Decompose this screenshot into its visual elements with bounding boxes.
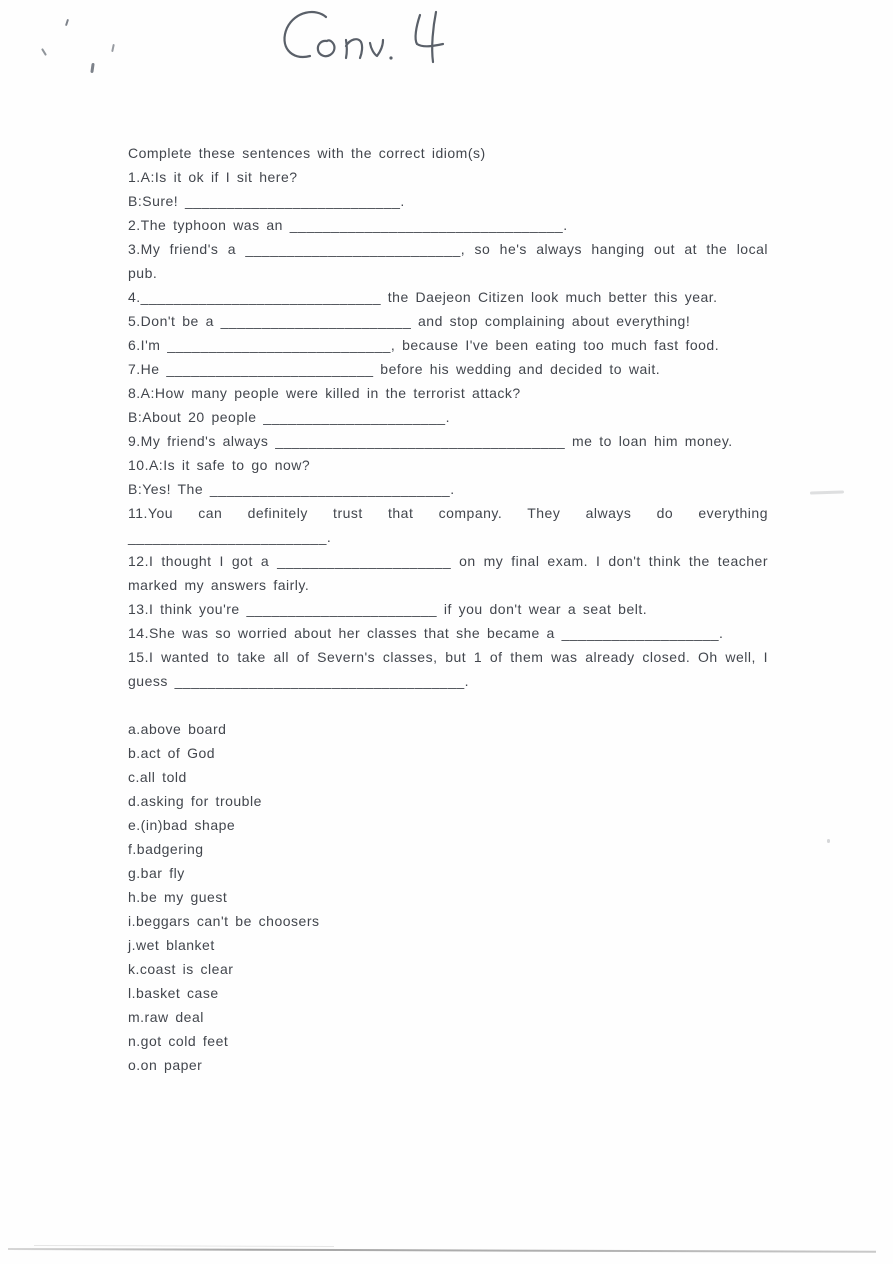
question-line: 5.Don't be a _______________________ and stop complaining about everything! xyxy=(128,313,691,329)
question-item xyxy=(128,597,768,621)
idiom-option: o.on paper xyxy=(128,1057,203,1073)
handwritten-letter-n xyxy=(346,39,362,58)
question-line: 10.A:Is it safe to go now? xyxy=(128,457,311,473)
question-item xyxy=(128,549,768,597)
scan-speck xyxy=(90,63,94,73)
handwritten-period xyxy=(389,56,392,59)
idiom-option: a.above board xyxy=(128,721,227,737)
question-item xyxy=(128,621,768,645)
idiom-option: f.badgering xyxy=(128,841,204,857)
scan-smudge xyxy=(810,490,844,494)
scan-speck xyxy=(65,19,69,26)
handwritten-title xyxy=(270,2,450,72)
question-line: 2.The typhoon was an _________________________________. xyxy=(128,217,568,233)
question-line: 4._____________________________ the Daejeon Citizen look much better this year. xyxy=(128,289,718,305)
question-line: 1.A:Is it ok if I sit here? xyxy=(128,169,298,185)
worksheet-content xyxy=(128,141,768,1077)
question-item xyxy=(128,357,768,381)
handwritten-digit-4-stem xyxy=(432,12,436,62)
question-item xyxy=(128,285,768,309)
question-line: 7.He _________________________ before his wedding and decided to wait. xyxy=(128,361,661,377)
handwritten-digit-4-left xyxy=(416,15,443,46)
question-line: 8.A:How many people were killed in the terrorist attack? xyxy=(128,385,521,401)
question-line: 9.My friend's always ___________________________________ me to loan him money. xyxy=(128,433,733,449)
question-item xyxy=(128,381,768,429)
question-line: 11.You can definitely trust that company. They always do everything ________________________. xyxy=(128,505,768,545)
scan-edge-line xyxy=(8,1248,876,1253)
question-line: 15.I wanted to take all of Severn's classes, but 1 of them was already closed. Oh well, I guess ___________________________________. xyxy=(128,649,768,689)
question-item xyxy=(128,213,768,237)
handwritten-letter-c xyxy=(284,12,326,57)
question-line: 13.I think you're _______________________ if you don't wear a seat belt. xyxy=(128,601,648,617)
question-item xyxy=(128,645,768,693)
scan-speck xyxy=(111,44,115,52)
question-line: 3.My friend's a __________________________, so he's always hanging out at the local pub. xyxy=(128,241,768,281)
idiom-option: l.basket case xyxy=(128,985,219,1001)
question-line: B:Sure! __________________________. xyxy=(128,193,405,209)
idiom-option: e.(in)bad shape xyxy=(128,817,236,833)
idiom-option: i.beggars can't be choosers xyxy=(128,913,320,929)
idiom-option: k.coast is clear xyxy=(128,961,234,977)
question-line: 14.She was so worried about her classes that she became a ___________________. xyxy=(128,625,724,641)
idiom-option: n.got cold feet xyxy=(128,1033,229,1049)
idiom-option: m.raw deal xyxy=(128,1009,204,1025)
idiom-options-list xyxy=(128,717,768,1077)
handwritten-letter-o xyxy=(318,40,335,56)
idiom-option: j.wet blanket xyxy=(128,937,215,953)
question-line: 6.I'm ___________________________, because I've been eating too much fast food. xyxy=(128,337,720,353)
idiom-option: h.be my guest xyxy=(128,889,228,905)
question-item xyxy=(128,237,768,285)
idiom-option: d.asking for trouble xyxy=(128,793,262,809)
idiom-option: g.bar fly xyxy=(128,865,185,881)
question-item xyxy=(128,429,768,453)
question-line: B:Yes! The _____________________________. xyxy=(128,481,455,497)
question-item xyxy=(128,333,768,357)
scan-speck xyxy=(41,48,47,56)
question-line: 12.I thought I got a _____________________ on my final exam. I don't think the teacher marked my answers fairly. xyxy=(128,553,768,593)
idiom-option: c.all told xyxy=(128,769,187,785)
scan-smudge xyxy=(827,839,830,843)
instruction-text: Complete these sentences with the correct idiom(s) xyxy=(128,145,486,161)
question-item xyxy=(128,501,768,549)
question-item xyxy=(128,165,768,213)
scan-edge-line-echo xyxy=(34,1245,334,1247)
handwritten-letter-v xyxy=(370,40,383,56)
questions-list xyxy=(128,165,768,693)
question-item xyxy=(128,309,768,333)
question-item xyxy=(128,453,768,501)
idiom-option: b.act of God xyxy=(128,745,216,761)
question-line: B:About 20 people ______________________. xyxy=(128,409,450,425)
